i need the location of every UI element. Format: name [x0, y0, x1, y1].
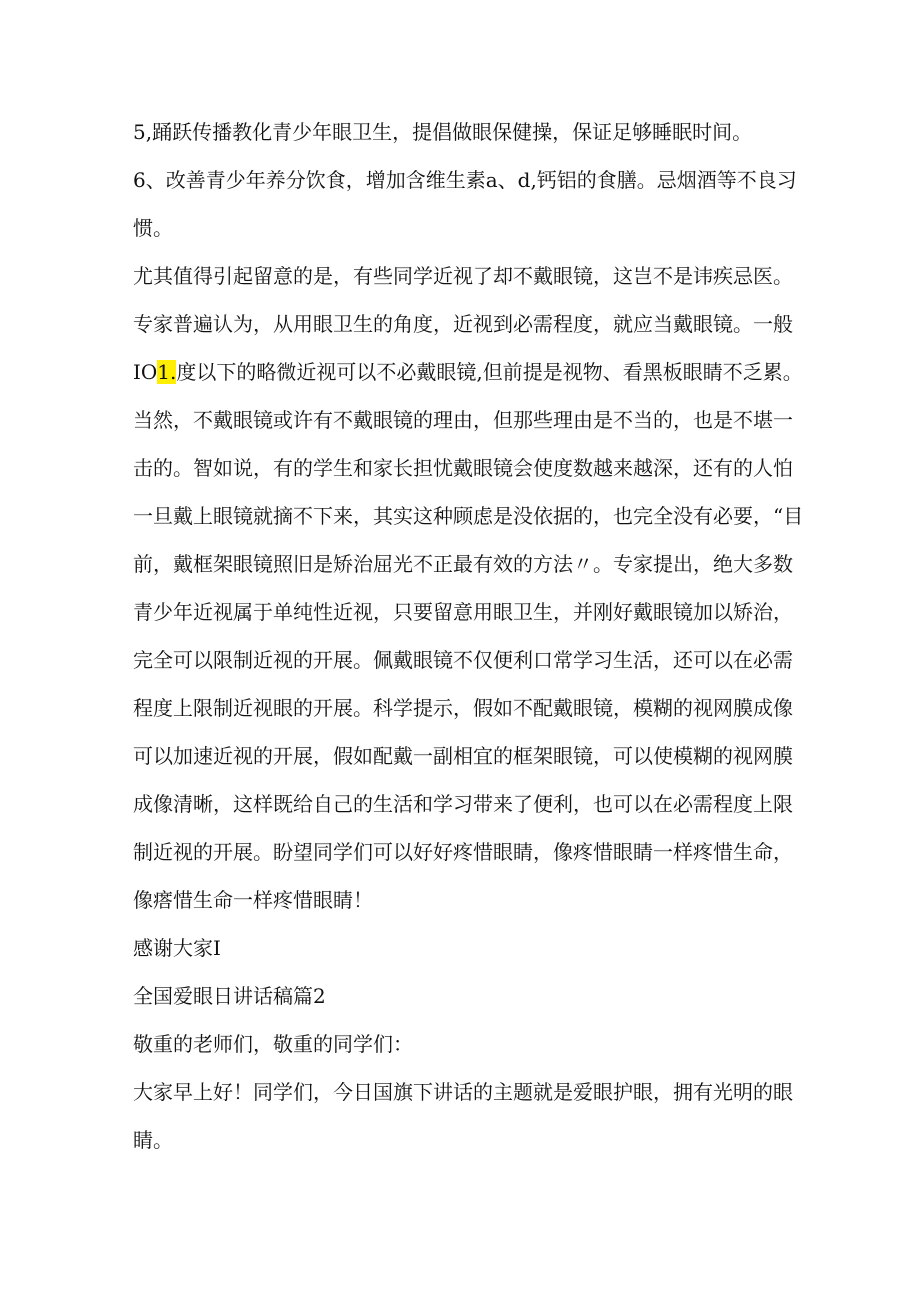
text-line: 大家早上好！同学们，今日国旗下讲话的主题就是爱眼护眼，拥有光明的眼	[133, 1080, 793, 1104]
text-line: 像瘩惜生命一样疼惜眼睛！	[133, 888, 373, 912]
text-line: 完全可以限制近视的开展。佩戴眼镜不仅便利口常学习生活，还可以在必需	[133, 648, 793, 672]
text-line: 睛。	[133, 1128, 173, 1152]
text-line: 6、改善青少年养分饮食，增加含维生素a、d,钙铝的食膳。忌烟酒等不良习	[133, 168, 797, 192]
text-line-with-highlight	[133, 358, 803, 386]
text-line: 程度上限制近视眼的开展。科学提示，假如不配戴眼镜，模糊的视网膜成像	[133, 696, 793, 720]
text-line: 5,踊跃传播教化青少年眼卫生，提倡做眼保健操，保证足够睡眠时间。	[133, 120, 753, 144]
salutation: 敬重的老师们，敬重的同学们：	[133, 1032, 413, 1056]
text-line: 前，戴框架眼镜照旧是矫治屈光不正最有效的方法〃。专家提出，绝大多数	[133, 552, 793, 576]
text-line: 青少年近视属于单纯性近视，只要留意用眼卫生，并刚好戴眼镜加以矫治，	[133, 600, 793, 624]
text-line: 尤其值得引起留意的是，有些同学近视了却不戴眼镜，这岂不是讳疾忌医。	[133, 264, 793, 288]
text-line: 击的。智如说，有的学生和家长担忧戴眼镜会使度数越来越深，还有的人怕	[133, 456, 793, 480]
text-line: 可以加速近视的开展，假如配戴一副相宜的框架眼镜，可以使模糊的视网膜	[133, 744, 793, 768]
text-line: 当然，不戴眼镜或许有不戴眼镜的理由，但那些理由是不当的，也是不堪一	[133, 408, 793, 432]
text-line: 成像清晰，这样既给自己的生活和学习带来了便利，也可以在必需程度上限	[133, 792, 793, 816]
text-line: 制近视的开展。盼望同学们可以好好疼惜眼睛，像疼惜眼睛一样疼惜生命，	[133, 840, 793, 864]
text-line: 一旦戴上眼镜就摘不下来，其实这种顾虑是没依据的，也完全没有必要，“目	[133, 504, 804, 528]
text-prefix: IO	[133, 360, 158, 384]
text-line: 惯。	[133, 216, 173, 240]
text-rest: 度以下的略微近视可以不必戴眼镜,但前提是视物、看黑板眼睛不乏累。	[176, 360, 803, 384]
text-line: 感谢大家I	[133, 936, 221, 960]
text-line: 专家普遍认为，从用眼卫生的角度，近视到必需程度，就应当戴眼镜。一般	[133, 312, 793, 336]
section-heading: 全国爱眼日讲话稿篇2	[133, 984, 326, 1008]
highlighted-text: 1.	[157, 360, 177, 384]
